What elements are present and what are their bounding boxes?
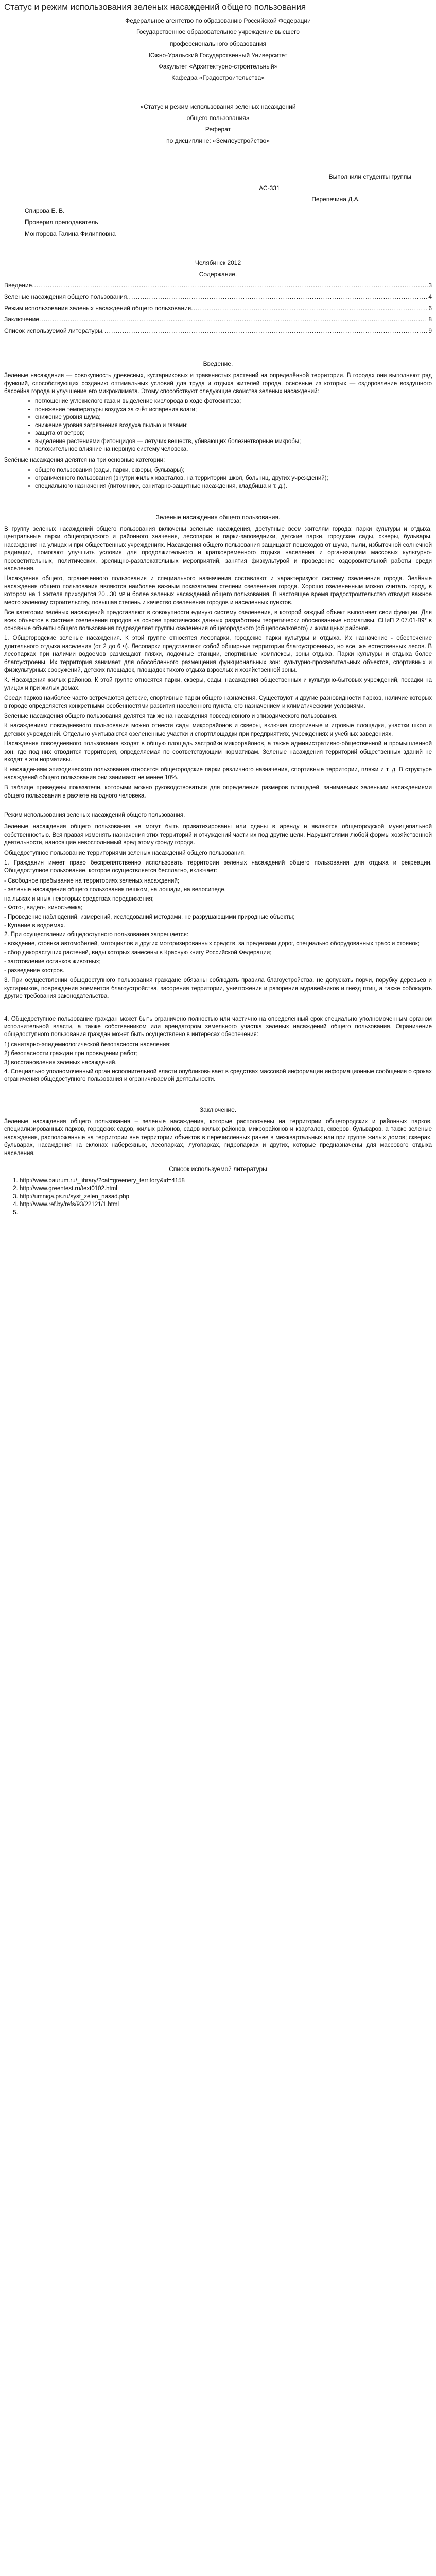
introduction-heading: Введение. [203,360,233,368]
student-1: Перепечина Д.А. [311,196,360,204]
toc-item[interactable] [4,281,432,290]
usage-regime-section [4,811,432,1084]
reference-link[interactable]: 1. http://www.baurum.ru/_library/?cat=greenery_territory&id=4158 [20,1177,432,1185]
body-line: 2) безопасности граждан при проведении работ; [4,1050,138,1057]
body-paragraph: 1. Гражданин имеет право беспрепятственно использовать территории зеленых насаждений общего пользования для отдыха и рекреации. Общедоступное пользование, которое осуществляется бесплатно, включает: [4,860,432,874]
body-line: - Фото-, видео-, киносъемка; [4,905,83,911]
body-paragraph: К. Насаждения жилых районов. К этой группе относятся парки, скверы, сады, насаждения общественных и культурно-бытовых учреждений, посадки на улицах и при жилых домах. [4,677,432,691]
document-page [0,2,436,1225]
reference-empty-item [20,1209,432,1217]
institution-line-1: Государственное образовательное учреждение высшего [136,28,300,36]
body-paragraph: 4. Общедоступное пользование граждан может быть ограничено полностью или частично на определенный срок специально уполномоченным органом исполнительной власти, а также собственником или арендатором земельного участка зеленых насаждений общего пользования. Ограничение общедоступного пользования граждан может быть осуществлено в интересах обеспечения: [4,1015,432,1038]
body-paragraph: В группу зеленых насаждений общего пользования включены зеленые насаждения, доступные всем жителям города: парки культуры и отдыха, центральные парки общегородского и районного значения, лесопарки и парки-заповедники, детские парки, городские сады, скверы, бульвары, насаждения на улицах и при общественных учреждениях. Насаждения общего пользования защищают пешеходов от шума, пыли, избыточной солнечной радиации, помогают улучшить условия для продолжительного и кратковременного отдыха населения и организациям массовых культурно-просветительных, политических, зрелищно-развлекательных мероприятий, занятия физкультурой и проведение оздоровительной работы среди населения. [4,526,432,572]
body-line: 1) санитарно-эпидемиологической безопасности населения; [4,1041,171,1048]
introduction-paragraph: Зеленые насаждения — совокупность древесных, кустарниковых и травянистых растений на определённой территории. В городах они выполняют ряд функций, способствующих созданию оптимальных условий для труда и отдыха жителей города, основные из которых — оздоровление воздушного бассейна города и улучшение его микроклимата. Этому способствуют следующие свойства зеленых насаждений: [4,372,432,395]
reference-link[interactable]: 4. http://www.ref.by/refs/93/22121/1.html [20,1201,432,1209]
toc-item[interactable] [4,315,432,324]
reference-link[interactable]: 3. http://umniga.ps.ru/syst_zelen_nasad.php [20,1193,432,1201]
body-paragraph: Насаждения общего, ограниченного пользования и специального назначения составляют и характеризуют систему озеленения города. Зелёные насаждения общего пользования являются наиболее важным показателем степени озеленения города. Хорошо озелененным можно считать город, в котором на 1 жителя приходится 20...30 м² и более зеленых насаждений общего пользования. В настоящее время градостроительство отводит важное место зеленому строительству, повышая степень и качество озеленения городов и населенных пунктов. [4,575,432,606]
toc-item-title: Список используемой литературы [4,327,102,335]
toc-item-title: Заключение [4,316,39,324]
usage-regime-heading: Режим использования зеленых насаждений общего пользования. [4,812,185,819]
categories-list [4,467,432,490]
toc-item[interactable] [4,293,432,301]
introduction-section [4,360,432,490]
department-name: Кафедра «Градостроительства» [171,74,265,81]
table-of-contents [4,281,432,335]
list-item: • специального назначения (питомники, санитарно-защитные насаждения, кладбища и т. д.). [35,483,432,490]
institution-line-2: профессионального образования [169,40,267,47]
toc-item-page: 6 [428,304,432,312]
list-item: • поглощение углекислого газа и выделение кислорода в ходе фотосинтеза; [35,398,432,405]
document-title: Статус и режим использования зеленых насаждений общего пользования [4,2,306,12]
reference-link[interactable]: 2. http://www.greentest.ru/text0102.html [20,1185,432,1193]
topic-line-2: общего пользования» [186,114,250,122]
body-line: на лыжах и иных некоторых средствах передвижения; [4,895,154,902]
body-line: - заготовление останков животных; [4,958,101,965]
references-heading: Список используемой литературы [169,1165,267,1173]
work-type: Реферат [205,126,231,133]
performed-by-label: Выполнили студенты группы [328,173,411,181]
student-2: Спирова Е. В. [25,207,65,215]
agency-line: Федеральное агентство по образованию Российской Федерации [125,17,311,25]
toc-item-title: Зеленые насаждения общего пользования [4,293,127,300]
body-paragraph: Среди парков наиболее часто встречаются детские, спортивные парки общего назначения. Существуют и другие разновидности парков, наличие которых в городе определяется конкретными особенностями развития населенного пункта, его назначением и климатическими условиями. [4,695,432,709]
properties-list [4,398,432,453]
checked-by-label: Проверил преподаватель [25,218,98,226]
body-line: - зеленые насаждения общего пользования пешком, на лошади, на велосипеде, [4,887,226,893]
body-paragraph: 1. Общегородские зеленые насаждения. К этой группе относятся лесопарки, городские парки культуры и отдыха. Их назначение - обеспечение длительного отдыха населения (от 2 до 6 ч). Лесопарки представляют собой обширные территории благоустроенных, но все, же естественных лесов. В лесопарках при наличии водоемов размещают пляжи, лодочные станции, спортивные комплексы, зоны отдыха. Парки культуры и отдыха более благоустроены. Их территория занимает для обособленного размещения функциональных зон: культурно-просветительных объектов, спортивных и физкультурных сооружений, детских площадок, площадок тихого отдыха взрослых и хозяйственной зоны. [4,635,432,673]
green-spaces-section [4,513,432,800]
toc-item-title: Режим использования зеленых насаждений общего пользования [4,304,191,312]
toc-item[interactable] [4,304,432,312]
body-paragraph: 3. При осуществлении общедоступного пользования граждане обязаны соблюдать правила благоустройства, не допускать порчи, порубку деревьев и кустарников, повреждения элементов благоустройства, засорения территории, уничтожения и разорения муравейников и гнезд птиц, а также соблюдать другие требования законодательства. [4,977,432,1000]
body-paragraph: Насаждения повседневного пользования входят в общую площадь застройки микрорайонов, а также административно-общественной и промышленной зон, где под них отводится территория, определяемая по соответствующим нормативам. Зеленые насаждения территорий общественных зданий не входят в эти нормативы. [4,741,432,763]
body-paragraph: Зеленые насаждения общего пользования делятся так же на насаждения повседневного и эпизодического пользования. [4,713,338,719]
body-paragraph: Общедоступное пользование территориями зеленых насаждений общего пользования. [4,850,246,856]
body-line: - сбор дикорастущих растений, виды которых занесены в Красную книгу Российской Федерации; [4,950,272,956]
toc-item-title: Введение [4,281,32,289]
list-item: • общего пользования (сады, парки, скверы, бульвары); [35,467,432,474]
references-list [4,1177,432,1217]
conclusion-paragraph: Зеленые насаждения общего пользования – зеленые насаждения, которые расположены на территории общегородских и районных парков, специализированных парков, городских садов, жилых районов, садов жилых районов, микрорайонов и кварталов, скверов, бульваров, а также зеленые насаждения, расположенные на территории вне территории объектов в перечисленных ранее в межквартальных или при группе жилых домов; скверах, бульварах, насаждения на склонах набережных, лесопарках, лугопарках, гидропарках и других, которые предназначены для массового отдыха населения. [4,1118,432,1157]
list-item: • понижение температуры воздуха за счёт испарения влаги; [35,406,432,414]
list-item: • снижение уровня шума; [35,414,432,421]
university-name: Южно-Уральский Государственный Университет [148,51,288,59]
conclusion-heading: Заключение. [199,1106,237,1113]
body-line: 2. При осуществлении общедоступного пользования запрещается: [4,931,189,938]
city-year: Челябинск 2012 [195,259,241,266]
list-item: • выделение растениями фитонцидов — летучих веществ, убивающих болезнетворные микробы; [35,438,432,446]
teacher-name: Монторова Галина Филипповна [25,230,116,238]
toc-item-page: 4 [428,293,432,300]
body-line: - вождение, стоянка автомобилей, мотоциклов и других моторизированных средств, за пределами дорог, специально оборудованных трасс и стоянок; [4,940,420,947]
discipline: по дисциплине: «Землеустройство» [166,137,270,145]
title-page [4,16,432,278]
body-line: - Купание в водоемах. [4,922,65,929]
body-paragraph: 4. Специально уполномоченный орган исполнительной власти опубликовывает в средствах массовой информации информационные сообщения о сроках ограничения общедоступного пользования и ограничиваемой деятельности. [4,1069,432,1083]
list-item: • снижение уровня загрязнения воздуха пылью и газами; [35,422,432,430]
body-paragraph: К насаждениям эпизодического пользования относятся общегородские парки различного назначения, спортивные территории, пляжи и т. д. В структуре насаждений общего пользования они занимают не менее 10%. [4,767,432,781]
references-section [4,1165,432,1217]
toc-item-page: 3 [428,281,432,289]
body-line: - Свободное пребывание на территориях зеленых насаждений; [4,877,180,884]
body-paragraph: Зеленые насаждения общего пользования не могут быть приватизированы или сданы в аренду и являются общегородской муниципальной собственностью. Вся правая изменять назначения этих территорий и отчуждений части их под другие цели. Нарушителями любой формы хозяйственной деятельности, наносящие невосполнимый вред этому фонду города. [4,824,432,846]
list-item: • ограниченного пользования (внутри жилых кварталов, на территории школ, больниц, других учреждений); [35,474,432,482]
faculty-name: Факультет «Архитектурно-строительный» [158,62,278,70]
toc-item-page: 8 [428,316,432,324]
body-line: - разведение костров. [4,967,65,974]
conclusion-section [4,1106,432,1158]
student-group: АС-331 [259,184,280,192]
body-line: 3) восстановления зеленых насаждений. [4,1059,117,1066]
body-paragraph: К насаждениям повседневного пользования можно отнести сады микрорайонов и скверы, включая спортивные и игровые площадки, участки школ и детских учреждений. Отдельно учитываются озелененные участки и спортплощадки при предприятиях, учреждениях и учебных заведениях. [4,723,432,737]
green-spaces-heading: Зеленые насаждения общего пользования. [155,513,281,521]
body-paragraph: В таблице приведены показатели, которыми можно руководствоваться для определения размеров площадей, занимаемых зелеными насаждениями общего пользования в расчете на одного человека. [4,785,432,799]
toc-item-page: 9 [428,327,432,335]
categories-intro: Зелёные насаждения делятся на три основные категории: [4,457,165,464]
topic-line-1: «Статус и режим использования зеленых насаждений [140,103,296,110]
list-item: • положительное влияние на нервную систему человека. [35,446,432,453]
list-item: • защита от ветров; [35,430,432,437]
contents-heading: Содержание. [199,270,237,278]
toc-item[interactable] [4,327,432,335]
body-line: - Проведение наблюдений, измерений, исследований методами, не разрушающими природные объекты; [4,913,295,920]
body-paragraph: Все категории зелёных насаждений представляют в совокупности единую систему озеленения, в которой каждый объект выполняет свои функции. Для всех объектов в системе озеленения городов на основе практических данных разработаны теоретически обоснованные нормативы. СНиП 2.07.01-89* в основные объекты общего пользования подразделяет группы озеленения общегородского (общепоселкового) и жилищных районов. [4,609,432,632]
